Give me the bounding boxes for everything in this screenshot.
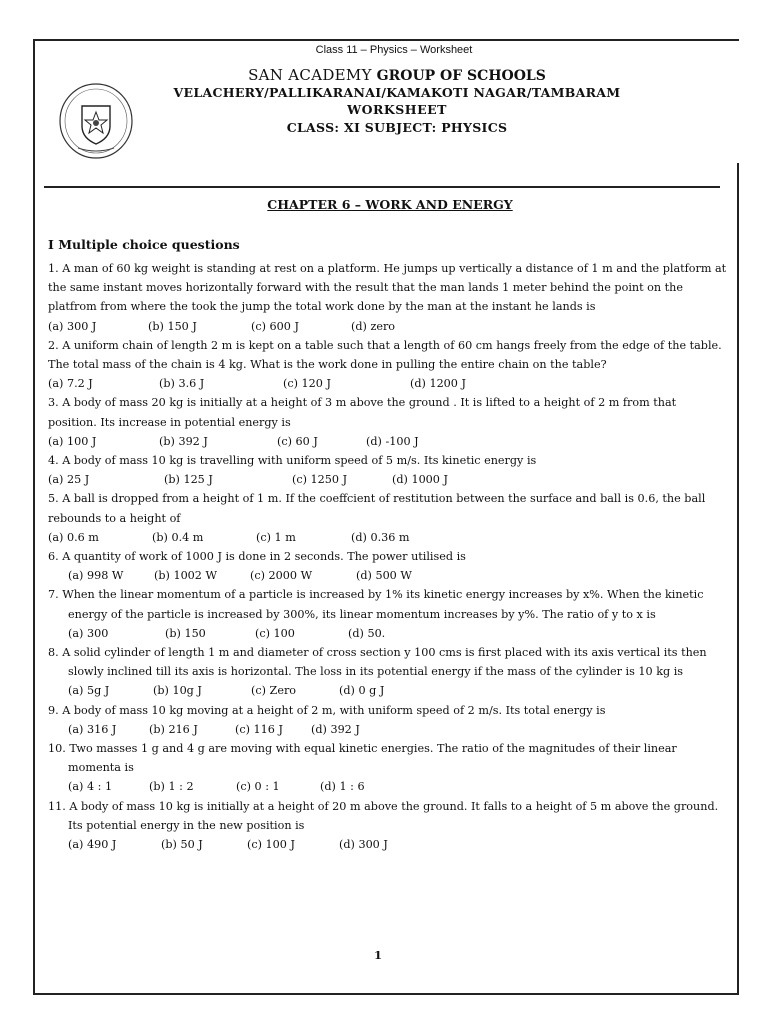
option-a: (a) 998 W [68, 569, 124, 583]
academy-name: SAN ACADEMY [248, 66, 372, 84]
option-c: (c) 100 J [247, 838, 295, 852]
option-b: (b) 1 : 2 [149, 780, 194, 794]
option-a: (a) 490 J [68, 838, 117, 852]
option-c: (c) 1250 J [292, 473, 348, 487]
option-d: (d) 0.36 m [351, 530, 410, 544]
option-a: (a) 300 J [48, 319, 97, 333]
option-b: (b) 0.4 m [152, 530, 204, 544]
option-b: (b) 392 J [159, 434, 208, 448]
option-a: (a) 7.2 J [48, 377, 93, 391]
options-row [48, 681, 728, 700]
branch-list: VELACHERY/PALLIKARANAI/KAMAKOTI NAGAR/TAMBARAM [173, 85, 621, 100]
question-text: 4. A body of mass 10 kg is travelling with uniform speed of 5 m/s. Its kinetic energy is [48, 454, 537, 468]
options-row [48, 470, 728, 489]
options-row [48, 374, 728, 393]
option-c: (c) 600 J [251, 319, 299, 333]
question-text: 9. A body of mass 10 kg moving at a height of 2 m, with uniform speed of 2 m/s. Its total energy is [48, 703, 606, 717]
options-row [48, 566, 728, 585]
option-d: (d) 300 J [339, 838, 388, 852]
option-d: (d) 1000 J [392, 473, 448, 487]
option-c: (c) 0 : 1 [236, 780, 280, 794]
option-b: (b) 125 J [164, 473, 213, 487]
option-d: (d) zero [351, 319, 396, 333]
option-a: (a) 5g J [68, 684, 110, 698]
group-of-schools: GROUP OF SCHOOLS [371, 68, 546, 84]
option-c: (c) 1 m [256, 530, 296, 544]
option-c: (c) 100 [255, 626, 295, 640]
option-d: (d) 50. [348, 626, 386, 640]
option-d: (d) 0 g J [339, 684, 385, 698]
option-c: (c) 2000 W [250, 569, 313, 583]
question-text: 10. Two masses 1 g and 4 g are moving with equal kinetic energies. The ratio of the magnitudes of their linear momenta is [48, 742, 677, 775]
options-row [48, 835, 728, 854]
options-row [48, 777, 728, 796]
option-d: (d) 1200 J [410, 377, 466, 391]
question-text: 6. A quantity of work of 1000 J is done in 2 seconds. The power utilised is [48, 550, 466, 564]
options-row [48, 720, 728, 739]
option-b: (b) 150 [165, 626, 206, 640]
option-c: (c) 120 J [283, 377, 331, 391]
option-a: (a) 0.6 m [48, 530, 99, 544]
page-number: 1 [374, 948, 383, 962]
option-a: (a) 300 [68, 626, 109, 640]
question-item [48, 739, 728, 797]
option-a: (a) 4 : 1 [68, 780, 113, 794]
question-item [48, 336, 728, 394]
option-a: (a) 25 J [48, 473, 90, 487]
question-text: 7. When the linear momentum of a particle is increased by 1% its kinetic energy increases by x%. When the kinetic energy of the particle is increased by 300%, its linear momentum increases by y%. The ratio of y to x is [48, 588, 704, 621]
option-b: (b) 216 J [149, 722, 198, 736]
chapter-title: CHAPTER 6 – WORK AND ENERGY [267, 197, 513, 212]
question-item [48, 643, 728, 701]
option-c: (c) 116 J [235, 722, 283, 736]
question-item [48, 547, 728, 585]
question-item [48, 451, 728, 489]
option-d: (d) 1 : 6 [320, 780, 365, 794]
question-item [48, 585, 728, 643]
question-text: 11. A body of mass 10 kg is initially at a height of 20 m above the ground. It falls to a height of 5 m above the ground. Its potential energy in the new position is [48, 799, 719, 832]
question-item [48, 797, 728, 855]
option-b: (b) 10g J [153, 684, 202, 698]
options-row [48, 528, 728, 547]
option-c: (c) Zero [251, 684, 297, 698]
option-b: (b) 1002 W [154, 569, 217, 583]
worksheet-tag: Class 11 – Physics – Worksheet [315, 44, 473, 56]
options-row [48, 624, 728, 643]
section-title: I Multiple choice questions [48, 237, 240, 252]
option-a: (a) 100 J [48, 434, 97, 448]
page-border-bottom [33, 993, 739, 995]
question-item [48, 259, 728, 336]
options-row [48, 317, 728, 336]
school-name [62, 66, 732, 84]
question-text: 1. A man of 60 kg weight is standing at rest on a platform. He jumps up vertically a distance of 1 m and the platform at the same instant moves horizontally forward with the result that the man lands 1 meter behind the point on the platfrom from where the took the jump the total work done by the man at the instant he lands is [48, 262, 727, 314]
header-divider [44, 186, 720, 188]
question-text: 5. A ball is dropped from a height of 1 m. If the coeffcient of restitution between the surface and ball is 0.6, the ball rebounds to a height of [48, 492, 706, 525]
question-list [48, 259, 728, 854]
page-border-top [33, 39, 739, 41]
worksheet-label: WORKSHEET [347, 102, 447, 117]
option-b: (b) 3.6 J [159, 377, 205, 391]
question-text: 2. A uniform chain of length 2 m is kept on a table such that a length of 60 cm hangs freely from the edge of the table. The total mass of the chain is 4 kg. What is the work done in pulling the entire chain on the table? [48, 338, 722, 372]
option-d: (d) -100 J [366, 434, 419, 448]
option-d: (d) 392 J [311, 722, 360, 736]
question-text: 8. A solid cylinder of length 1 m and diameter of cross section y 100 cms is first placed with its axis vertical its then slowly inclined till its axis is horizontal. The loss in its potential energy if the mass of the cylinder is 10 kg is [48, 646, 707, 679]
question-item [48, 489, 728, 547]
option-c: (c) 60 J [277, 434, 318, 448]
question-item [48, 393, 728, 451]
question-item [48, 701, 728, 739]
option-b: (b) 50 J [161, 838, 203, 852]
class-subject: CLASS: XI SUBJECT: PHYSICS [286, 120, 508, 135]
option-d: (d) 500 W [356, 569, 412, 583]
page-border-left [33, 39, 35, 994]
page-border-right [737, 163, 739, 994]
options-row [48, 432, 728, 451]
option-a: (a) 316 J [68, 722, 117, 736]
option-b: (b) 150 J [148, 319, 197, 333]
question-text: 3. A body of mass 20 kg is initially at a height of 3 m above the ground . It is lifted to a height of 2 m from that position. Its increase in potential energy is [48, 396, 677, 429]
